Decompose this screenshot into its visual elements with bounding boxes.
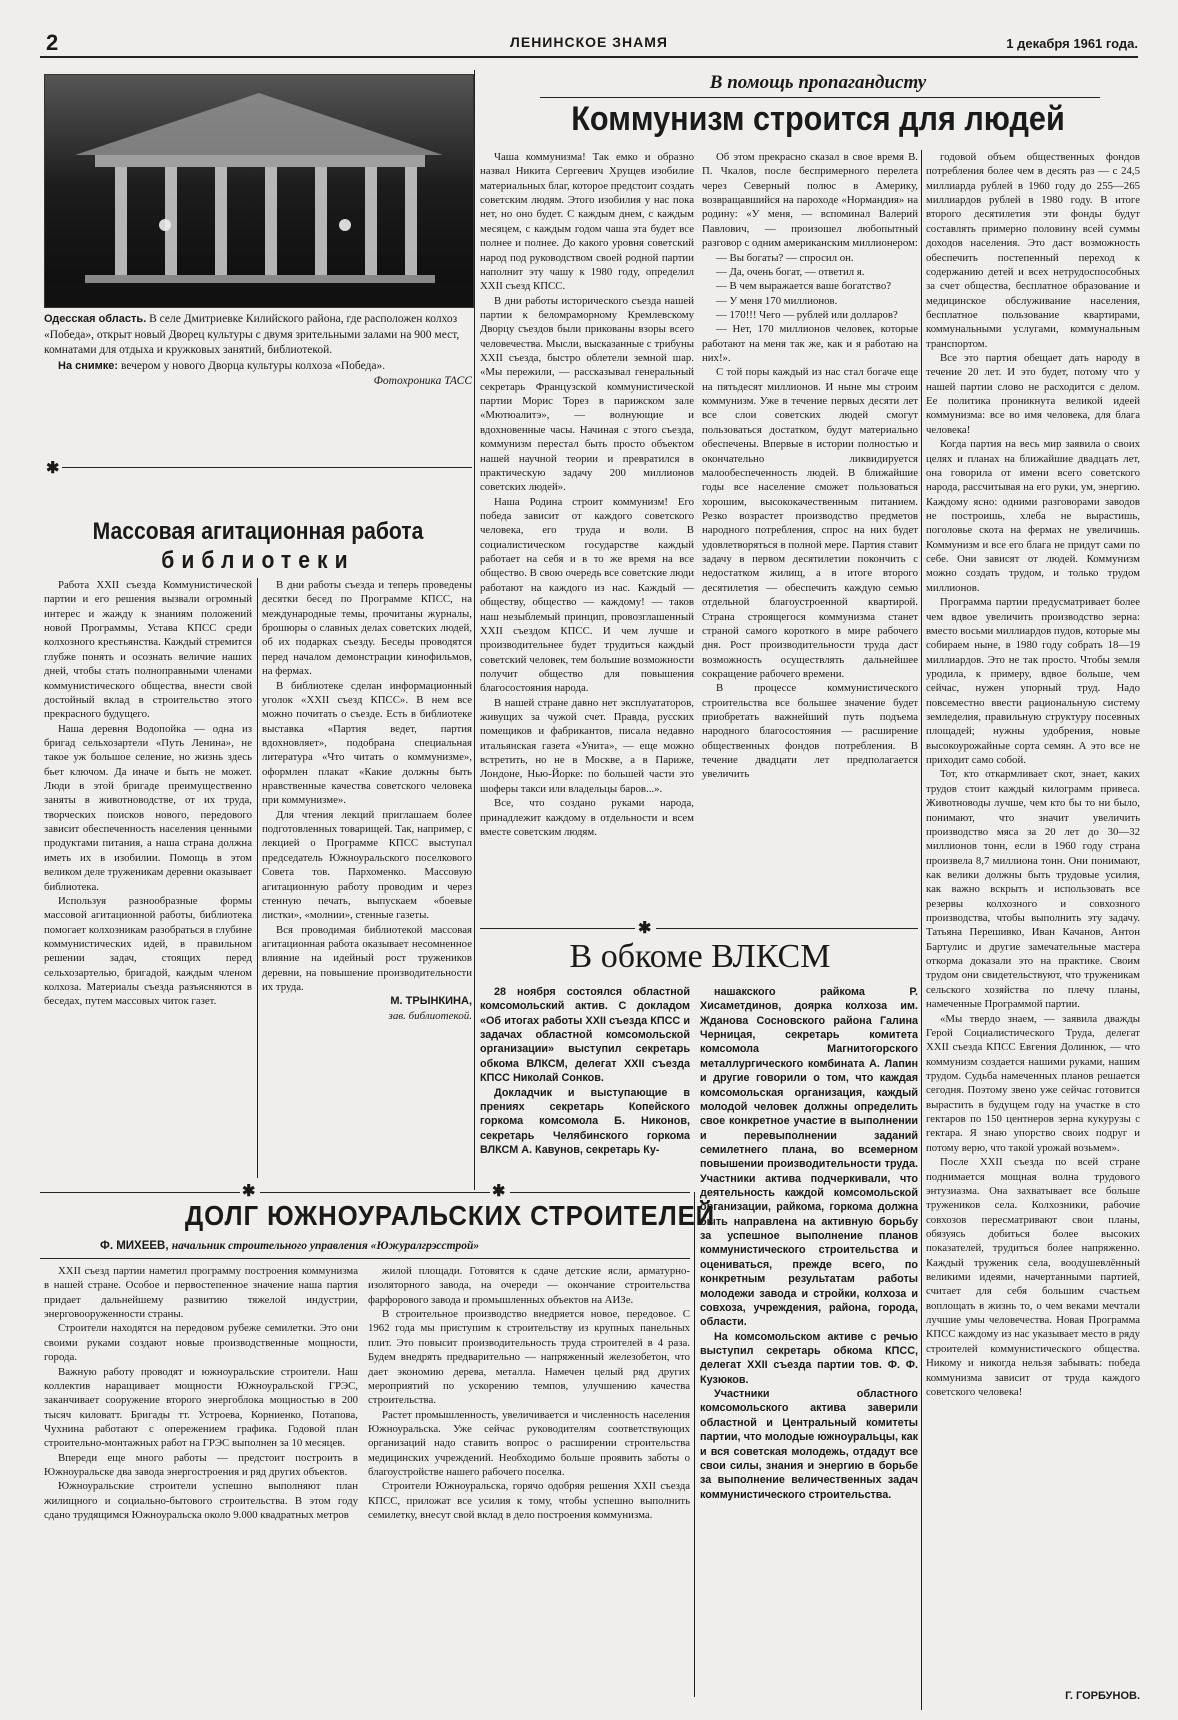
star-separator-icon: ✱: [492, 1183, 506, 1200]
masthead: [40, 28, 1138, 58]
main-title: Коммунизм строится для людей: [571, 100, 1065, 138]
paragraph: жилой площади. Готовятся к сдаче детские ясли, арматурно-изоляторного завода, на очереди — окончание строительства фарфорового завода и промышленных объектов на АИЗе.: [368, 1265, 690, 1306]
paragraph: — 170!!! Чего — рублей или долларов?: [716, 308, 898, 321]
star-separator-icon: ✱: [638, 920, 652, 937]
main-column-2: [702, 150, 918, 920]
library-author: М. ТРЫНКИНА,: [390, 995, 472, 1008]
paragraph: Все это партия обещает дать народу в течение 20 лет. И это будет, потому что у нашей партии слово не расходится с делом. Ее политика проникнута великой идеей коммунизма: все во имя человека, для блага человека!: [926, 352, 1140, 436]
vlksm-column-2: [700, 985, 918, 1695]
library-title-line1: Массовая агитационная работа: [92, 518, 424, 545]
separator-rule: [62, 467, 472, 468]
library-author-role: зав. библиотекой.: [388, 1010, 472, 1023]
paragraph: Чаша коммунизма! Так емко и образно назвал Никита Сергеевич Хрущев изобилие материальных благ, которое предстоит создать советским людям. Этого изобилия у нас пока нет, но оно будет. С каждым днем, с каждым месяцем, с каждым годом чаша эта будет все полнее и полнее. До какого уровня советский народ под руководством своей родной партии наполнит эту чашу к 1980 году, определил XXII съезд КПСС.: [480, 151, 694, 293]
column-rule: [694, 1192, 695, 1697]
photo-palace-of-culture: [44, 74, 474, 308]
paragraph: Для чтения лекций приглашаем более подготовленных товарищей. Так, например, с лекцией о Программе КПСС выступал председатель Южноуральского поселкового Совета тов. Пархоменко. Массовую агитационную работу проводим и через стенную печать, выпускаем «боевые листки», «молнии», стенные газеты.: [262, 808, 472, 922]
photo-caption: [44, 312, 472, 390]
paragraph: В строительное производство внедряется новое, передовое. С 1962 года мы приступим к строительству из крупных панельных плит. Это повысит производительность труда строителей в 4 раза. Будем внедрять предварительно — напряженный железобетон, что дает экономию дерева, металла. Намечен целый ряд других мероприятий по ускорению темпов, улучшению качества строительства.: [368, 1308, 690, 1407]
caption-text: В селе Дмитриевке Килийского района, где расположен колхоз «Победа», открыт новый Дворец культуры с двумя зрительными залами на 900 мест, комнатами для отдыха и кружковых занятий, библиотекой.: [44, 313, 460, 357]
library-title-line2: библиотеки: [161, 546, 355, 574]
paragraph: Программа партии предусматривает более чем вдвое увеличить производство зерна: вместо восьми миллиардов пудов, которые мы собираем ныне, в 1980 году собрать 18—19 миллиардов. Это не так просто. Чтобы земля уродила, к примеру, вдвое больше, чем сейчас, нужен упорный труд. Надо повсеместно ввести рациональную систему земледелия, правильную структуру посевных площадей; нужны удобрения, новые высокоурожайные сорта семян. А это все не приходит само собой.: [926, 596, 1140, 767]
paragraph: В процессе коммунистического строительства все большее значение будет приобретать важнейший путь подъема народного благосостояния — расширение общественных фондов потребления. В течение двадцати лет предполагается увеличить: [702, 682, 918, 781]
paragraph: «Мы твердо знаем, — заявила дважды Герой Социалистического Труда, делегат XXII съезда КПСС Евгения Долинюк, — что коммунизм создается нашими руками, нашим трудом. Судьба намеченных планов решается сегодня. Поэтому звено уже сейчас готовится вырастить в будущем году на участке в сто гектаров по 150 центнеров зерна кукурузы с гектара. Я знаю упорство своих подруг и потому верю, что такой урожай возьмем».: [926, 1012, 1140, 1154]
paragraph: Растет промышленность, увеличивается и численность населения Южноуральска. Уже сейчас руководителям соответствующих организаций надо ставить вопрос о расширении строительства медицинских учреждений. Необходимо больше проявить заботы о благоустройстве нашего рабочего поселка.: [368, 1408, 690, 1479]
paragraph: В дни работы съезда и теперь проведены десятки бесед по Программе КПСС, на международные темы, прочитаны журналы, брошюры о славных делах советских людей, об их подарках съезду. Беседы проводятся перед началом демонстрации кинофильмов, на фермах.: [262, 579, 472, 678]
dolg-column-1: [44, 1264, 358, 1696]
library-article-title: [70, 518, 447, 576]
dolg-author-role: начальник строительного управления «Южуралгрэсстрой»: [171, 1240, 480, 1252]
vlksm-column-1: [480, 985, 690, 1200]
paragraph: — В чем выражается ваше богатство?: [716, 280, 892, 293]
main-column-1: [480, 150, 694, 920]
building-illustration: [45, 75, 473, 307]
paragraph: С той поры каждый из нас стал богаче еще на пятьдесят миллионов. И ныне мы строим коммунизм. Уже в течение первых десяти лет все слои советских людей смогут пользоваться достатком, будут материально обеспечены. Впервые в истории полностью и окончательно ликвидируется малообеспеченность людей. В ближайшие годы все население сможет пользоваться хорошим, высококачественным питанием. Резко возрастет производство предметов народного потребления, спрос на них будет удовлетворяться в полной мере. Партия ставит задачу в первом десятилетии покончить с недостатком жилищ, а в итоге второго десятилетия — обеспечить каждую семью отдельной благоустроенной квартирой. Страна строящегося коммунизма станет страной самого короткого в мире рабочего дня. Рост производительности труда даст возможность осуществлять дальнейшее сокращение рабочего времени.: [702, 366, 918, 680]
paragraph: Важную работу проводят и южноуральские строители. Наш коллектив наращивает мощности Южноуральской ГРЭС, заканчивает сооружение второго энергоблока мощностью в 200 тысяч киловатт. Бригады тт. Устроева, Корниенко, Потапова, Чухнина работают с опережением графика. Годовой план строительно-монтажных работ на ГРЭС выполнен за 10 месяцев.: [44, 1365, 358, 1450]
kicker-rule: [540, 97, 1100, 98]
paragraph: Строители находятся на передовом рубеже семилетки. Это они своими руками создают новые производственные мощности, города.: [44, 1322, 358, 1364]
paragraph: Об этом прекрасно сказал в свое время В. П. Чкалов, после беспримерного перелета через Северный полюс в Америку, возвращавшийся на пароходе «Нормандия» на родину: «У меня, — вспоминал Валерий Павлович, — произошел любопытный разговор с одним американским миллионером:: [702, 151, 918, 250]
separator-rule: [40, 1192, 240, 1193]
paragraph: Вся проводимая библиотекой массовая агитационная работа оказывает несомненное влияние на идейный рост тружеников деревни, на повышение производительности их труда.: [262, 923, 472, 994]
paragraph: 28 ноября состоялся областной комсомольский актив. С докладом «Об итогах работы XXII съезда КПСС и задачах областной комсомольской организации» выступил секретарь обкома ВЛКСМ, делегат XXII съезда КПСС Николай Сонков.: [480, 986, 690, 1085]
byline-rule: [40, 1258, 690, 1259]
column-rule: [257, 578, 258, 1178]
newspaper-name: ЛЕНИНСКОЕ ЗНАМЯ: [510, 34, 668, 50]
dolg-title: ДОЛГ ЮЖНОУРАЛЬСКИХ СТРОИТЕЛЕЙ: [184, 1200, 716, 1231]
paragraph: Впереди еще много работы — предстоит построить в Южноуральске два завода энергостроения и ряд других объектов.: [44, 1451, 358, 1479]
separator-rule: [480, 928, 635, 929]
star-separator-icon: ✱: [242, 1183, 256, 1200]
paragraph: В библиотеке сделан информационный уголок «XXII съезд КПСС». В нем все можно почитать о съезде. Есть в библиотеке выставка «Партия ведет, партия вдохновляет», подобрана специальная литература «Что читать о коммунизме», оформлен плакат «Какие должны быть нравственные качества советского человека при коммунизме».: [262, 679, 472, 807]
paragraph: — Нет, 170 миллионов человек, которые работают на меня так же, как и я работаю на них!».: [702, 323, 918, 365]
caption-photo-text: вечером у нового Дворца культуры колхоза «Победа».: [120, 359, 386, 372]
paragraph: годовой объем общественных фондов потребления более чем в десять раз — с 24,5 миллиарда рублей в 1960 году до 255—265 миллиардов рублей в 1980 году. В итоге второго десятилетия эти фонды будут составлять примерно половину всей суммы доходов населения. Это даст возможность обеспечить постепенный переход к содержанию детей и всех нетрудоспособных за счет общества, бесплатное образование и медицинское обслуживание населения, бесплатное пользование квартирами, коммунальными услугами, коммунальным транспортом.: [926, 151, 1140, 350]
paragraph: На комсомольском активе с речью выступил секретарь обкома КПСС, делегат XXII съезда партии тов. Ф. Ф. Кузюков.: [700, 1330, 918, 1386]
paragraph: В нашей стране давно нет эксплуататоров, живущих за чужой счет. Правда, русских помещиков и фабрикантов, писала недавно итальянская газета «Унита», — еще можно встретить, но не в Москве, а в Париже, Лондоне, Нью-Йорке: по большей части это шоферы такси или владельцы баров...».: [480, 696, 694, 795]
dolg-byline: [100, 1240, 820, 1252]
caption-photo-lead: На снимке:: [58, 359, 119, 372]
issue-date: 1 декабря 1961 года.: [1006, 36, 1138, 51]
paragraph: XXII съезд партии наметил программу построения коммунизма в нашей стране. Особое и первостепенное значение наша партия придает дальнейшему развитию тяжелой индустрии, энерговооруженности страны.: [44, 1265, 358, 1321]
paragraph: Используя разнообразные формы массовой агитационной работы, библиотека помогает колхозникам разобраться в глубине коммунистических идей, в правильном решении задач, стоящих перед сельхозартелью, бригадой, каждым членом колхоза. Материалы съезда разъясняются в беседах, путем массовых читок газет.: [44, 894, 252, 1008]
library-column-1: [44, 578, 252, 1188]
dolg-author: Ф. МИХЕЕВ,: [100, 1240, 169, 1252]
paragraph: Южноуральские строители успешно выполняют план жилищного и социально-бытового строительства. В этом году сдано трудящимся Южноуральска около 9.000 квадратных метров: [44, 1480, 358, 1522]
star-separator-icon: ✱: [46, 460, 60, 477]
main-kicker: В помощь пропагандисту: [709, 72, 927, 93]
paragraph: — Вы богаты? — спросил он.: [716, 251, 854, 264]
paragraph: Работа XXII съезда Коммунистической партии и его решения вызвали огромный интерес и жажду к знаниям положений новой Программы, Устава КПСС среди колхозного крестьянства. Каждый стремится глубже понять и осознать величие наших дней, чтобы стать полноправными членами коммунистического общества, внести свой достойный вклад в строительство этого прекрасного будущего.: [44, 579, 252, 721]
library-column-2: [262, 578, 472, 1188]
paragraph: Участники областного комсомольского актива заверили областной и Центральный комитеты партии, что молодые южноуральцы, как и вся советская молодежь, отдадут все свои силы, знания и энергию в борьбе за выполнение величественных задач коммунистического строительства.: [700, 1388, 918, 1501]
paragraph: Наша деревня Водопойка — одна из бригад сельхозартели «Путь Ленина», не такое уж большое селение, но жизнь здесь бьет ключом. Да иначе и быть не может. Люди в этой бригаде преимущественно заняты в животноводстве, от их труда, творческих поисков нового, передового зависит обеспеченность населения ценными продуктами питания, а наша страна должна иметь их в изобилии. Помощь в этом великом деле труженикам деревни оказывает библиотека.: [44, 722, 252, 893]
paragraph: Наша Родина строит коммунизм! Его победа зависит от каждого советского человека, его труда и воли. В социалистическом государстве каждый работает на себя и в то же время на все общество. В свою очередь все советские люди работают на каждого из нас. Каждый — обществу, общество — каждому! — таков наш незыблемый принцип, провозглашенный XXII съездом КПСС. И чем лучше и производительнее будет трудиться каждый советский человек, тем большие возможности получит общество для повышения благосостояния народа.: [480, 495, 694, 695]
main-author: Г. ГОРБУНОВ.: [1065, 1690, 1140, 1702]
paragraph: После XXII съезда по всей стране поднимается мощная волна трудового энтузиазма. Она захватывает все больше тружеников села. Колхозники, рабочие совхозов пересматривают свои планы, обязуясь добиться более высоких показателей, трудиться более напряженно. Каждый труженик села, воодушевлённый великими идеями, начертанными партией, считает для себя большим счастьем воплощать в жизнь то, о чем веками мечтали лучшие умы человечества. Новая Программа КПСС каждому из нас указывает место в ряду строителей коммунистического общества. Никому и никогда нельзя забывать: победа коммунизма зависит от труда каждого советского человека!: [926, 1156, 1140, 1398]
paragraph: — У меня 170 миллионов.: [716, 294, 838, 307]
main-column-3: [926, 150, 1140, 1690]
page-number: 2: [46, 30, 59, 55]
separator-rule: [656, 928, 918, 929]
paragraph: Строители Южноуральска, горячо одобряя решения XXII съезда КПСС, приложат все усилия к тому, чтобы успешно выполнить семилетку, внесут свой вклад в дело построения коммунизма.: [368, 1480, 690, 1522]
paragraph: Все, что создано руками народа, принадлежит каждому в отдельности и всем вместе советским людям.: [480, 797, 694, 838]
separator-rule: [260, 1192, 490, 1193]
column-rule: [921, 150, 922, 1710]
caption-lead: Одесская область.: [44, 313, 147, 325]
vlksm-title: В обкоме ВЛКСМ: [569, 938, 831, 975]
paragraph: нашакского райкома Р. Хисаметдинов, доярка колхоза им. Жданова Сосновского района Галина Черницая, секретарь комитета комсомола Магнитогорского металлургического комбината А. Лапин и другие говорили о том, что каждая комсомольская организация, каждый молодой человек должны определить свое конкретное участие в выполнении и перевыполнении заданий семилетнего плана, во всемерном повышении производительности труда. Участники актива подчеркивали, что деятельность каждой комсомольской организации, райкома, горкома должна быть направлена на активную борьбу за успешное выполнение планов коммунистического строительства и оцениваться, прежде всего, по конкретным результатам работы молодежи завода и стройки, колхоза и совхоза, учреждения, района, города, области.: [700, 986, 918, 1329]
separator-rule: [510, 1192, 690, 1193]
paragraph: Докладчик и выступающие в прениях секретарь Копейского горкома комсомола Б. Никонов, секретарь Челябинского горкома ВЛКСМ А. Кавунов, секретарь Ку-: [480, 1086, 690, 1156]
paragraph: Тот, кто откармливает скот, знает, каких трудов стоит каждый килограмм привеса. Животноводы лучше, чем кто бы то ни было, понимают, что значит увеличить производство мяса за 20 лет до 30—32 миллионов тонн, если в 1960 году страна произвела 8,7 миллиона тонн. Они понимают, как велики должны быть трудовые усилия, как важно вскрыть и использовать все резервы колхозного и совхозного производства, чтобы выполнить эту задачу. Татьяна Перешивко, Иван Качанов, Антон Бартулис и другие замечательные мастера откорма доказали это на практике. Своим трудом они свидетельствуют, что труженикам сельского хозяйства по плечу планы, намеченные Программой партии.: [926, 768, 1140, 1011]
paragraph: Когда партия на весь мир заявила о своих целях и планах на ближайшие двадцать лет, она говорила от имени всего советского народа, рассчитывая на его руки, ум, энергию. Каждому ясно: одними разговорами заводов не построишь, хлеба не вырастишь, поголовье скота на фермах не увеличишь. Коммунизм и все его блага не придут сами по себе. Они зависят от людей. Коммунизм можно создать трудом, и только трудом миллионов.: [926, 438, 1140, 594]
photo-source: Фотохроника ТАСС: [373, 375, 472, 388]
section-rule: [474, 70, 475, 1190]
paragraph: В дни работы исторического съезда нашей партии к беломраморному Кремлевскому Дворцу съездов были прикованы взоры всего человечества. Мысли, высказанные с трибуны XXII съезда, быстро облетели земной шар. «Мы пережили, — рассказывал генеральный секретарь Французской коммунистической партии Морис Торез в парижском зале «Мютюалитэ», — волнующие и вдохновенные часы. Начиная с этого съезда, коммунизм перестал быть просто объектом нашей научной теории и превратился в практическую задачу 200 миллионов советских людей».: [480, 294, 694, 494]
dolg-column-2: [368, 1264, 690, 1696]
paragraph: — Да, очень богат, — ответил я.: [716, 265, 865, 278]
